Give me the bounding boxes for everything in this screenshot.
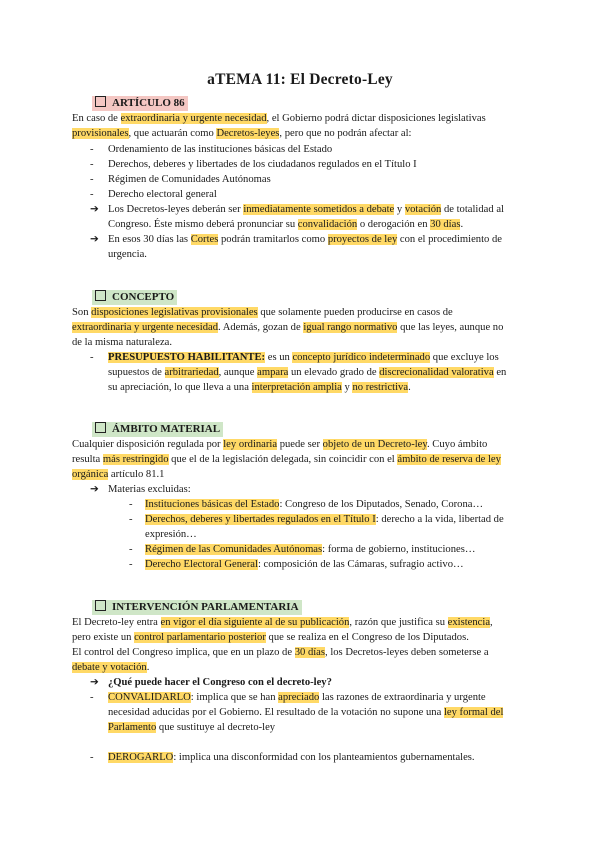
section-heading-concepto [92,290,177,305]
text: . Además, gozan de [218,322,304,333]
paragraph-line [72,320,532,335]
text: es un [265,352,293,363]
text: necesidad aducidas por el Gobierno. El resultado de la votación no supone una [108,707,444,718]
bullet-dash: - [90,159,94,170]
text: : implica una disconformidad con los planteamientos gubernamentales. [173,752,475,763]
highlight: control parlamentario posterior [134,632,266,643]
highlight: igual rango normativo [303,322,398,333]
sub-list-item [129,557,525,572]
section-heading-text: ÁMBITO MATERIAL [112,423,221,435]
text: con el procedimiento de [397,234,502,245]
list-item [90,142,528,157]
section-heading-text: CONCEPTO [112,291,175,303]
arrow-icon: ➔ [90,204,99,215]
section-heading-ambito-material [92,422,223,437]
list-item-text: Derechos, deberes y libertades de los ciudadanos regulados en el Título I [108,159,417,170]
highlight: ámbito de reserva de ley [397,454,501,465]
text: podrán tramitarlos como [218,234,328,245]
list-item [90,750,528,765]
text: que las leyes, aunque no [397,322,504,333]
bullet-dash: - [90,692,94,703]
arrow-icon: ➔ [90,234,99,245]
arrow-item-line [108,217,528,232]
list-item [90,157,528,172]
text: . [146,662,150,673]
text: las razones de extraordinaria y urgente [319,692,486,703]
checkbox-icon[interactable] [95,422,106,433]
bullet-dash: - [90,352,94,363]
highlight: arbitrariedad [164,367,219,378]
text: El control del Congreso implica, que en un plazo de [72,647,295,658]
text: artículo 81.1 [108,469,165,480]
bullet-dash: - [90,189,94,200]
section-heading-text: ARTÍCULO 86 [112,97,185,109]
highlight: Derechos, deberes y libertades regulados en el Título I [145,514,376,525]
text: pero existe un [72,632,135,643]
text: que excluye los [430,352,499,363]
highlight: disposiciones legislativas provisionales [91,307,258,318]
highlight: Instituciones básicas del Estado [145,499,280,510]
highlight: en vigor el día siguiente al de su publicación [160,617,350,628]
bullet-dash: - [129,514,133,525]
text: , [490,617,493,628]
paragraph [72,305,532,320]
paragraph-line [72,630,532,645]
highlight: discrecionalidad valorativa [379,367,494,378]
highlight: votación [404,204,442,215]
text: ¿Qué puede hacer el Congreso con el decreto-ley? [108,677,332,688]
arrow-item-line [108,247,528,262]
bullet-dash: - [90,174,94,185]
text: que solamente pueden producirse en casos de [257,307,453,318]
text: supuestos de [108,367,165,378]
arrow-icon: ➔ [90,484,99,495]
text: un elevado grado de [288,367,380,378]
text: de totalidad al [441,204,504,215]
list-item-text: Ordenamiento de las instituciones básicas del Estado [108,144,333,155]
list-item-line [108,365,528,380]
arrow-item [90,675,528,690]
text: y [341,382,353,393]
paragraph-line [72,126,532,141]
section-heading-intervencion-parlamentaria [92,600,302,615]
text: , pero que no podrán afectar al: [279,128,412,139]
text: : composición de las Cámaras, sufragio activo… [257,559,464,570]
paragraph-line [72,660,532,675]
text: Cualquier disposición regulada por [72,439,224,450]
text: resulta [72,454,103,465]
text: en [493,367,507,378]
sub-list-item-line [145,527,525,542]
list-item-line [108,705,528,720]
highlight: debate y votación [72,662,147,673]
highlight: no restrictiva [352,382,409,393]
highlight: existencia [447,617,491,628]
highlight: ampara [257,367,289,378]
list-item-text: Derecho electoral general [108,189,217,200]
highlight: ley ordinaria [223,439,278,450]
list-item [90,690,528,705]
section-heading-text: INTERVENCIÓN PARLAMENTARIA [112,601,299,613]
text: , que actuarán como [128,128,217,139]
text: urgencia. [108,249,147,260]
highlight: concepto jurídico indeterminado [292,352,431,363]
checkbox-icon[interactable] [95,96,106,107]
text: Materias excluidas: [108,484,191,495]
highlight: provisionales [72,128,129,139]
bullet-dash: - [129,559,133,570]
highlight: Derecho Electoral General [145,559,258,570]
list-item-line [108,380,528,395]
list-item-text: Régimen de Comunidades Autónomas [108,174,271,185]
paragraph [72,615,532,630]
paragraph-line [72,452,532,467]
highlight: proyectos de ley [327,234,398,245]
sub-list-item [129,512,525,527]
highlight: CONVALIDARLO [108,692,191,703]
text: . Cuyo ámbito [426,439,488,450]
text: que el de la legislación delegada, sin coincidir con el [168,454,398,465]
highlight: 30 días [294,647,326,658]
text: . [460,219,464,230]
highlight: 30 días [430,219,461,230]
bullet-dash: - [129,499,133,510]
highlight: más restringido [102,454,169,465]
text: Los Decretos-leyes deberán ser [108,204,244,215]
highlight: interpretación amplia [251,382,342,393]
bullet-dash: - [129,544,133,555]
text: , razón que justifica su [349,617,448,628]
paragraph [72,111,532,126]
section-heading-articulo-86 [92,96,188,111]
paragraph-line [72,467,532,482]
bullet-dash: - [90,752,94,763]
arrow-item [90,232,528,247]
document-title: aTEMA 11: El Decreto-Ley [207,71,393,88]
highlight: PRESUPUESTO HABILITANTE: [108,352,266,363]
highlight: DEROGARLO [108,752,174,763]
paragraph-line [72,335,532,350]
text: . [408,382,411,393]
paragraph [72,645,532,660]
highlight: extraordinaria y urgente necesidad [72,322,218,333]
text: que sustituye al decreto-ley [156,722,276,733]
text: de la misma naturaleza. [72,337,173,348]
list-item [90,350,528,365]
arrow-item [90,202,528,217]
highlight: ley formal del [443,707,504,718]
text: : forma de gobierno, instituciones… [322,544,476,555]
text: : Congreso de los Diputados, Senado, Corona… [279,499,484,510]
text: su apreciación, lo que lleva a una [108,382,252,393]
highlight: Decretos-leyes [216,128,280,139]
bullet-dash: - [90,144,94,155]
list-item [90,187,528,202]
text: o derogación en [357,219,431,230]
text: , el Gobierno podrá dictar disposiciones legislativas [266,113,486,124]
text: puede ser [277,439,323,450]
checkbox-icon[interactable] [95,600,106,611]
text: que se realiza en el Congreso de los Diputados. [265,632,469,643]
text: y [394,204,405,215]
highlight: Régimen de las Comunidades Autónomas [145,544,323,555]
arrow-item [90,482,528,497]
arrow-icon: ➔ [90,677,99,688]
text: En esos 30 días las [108,234,191,245]
list-item [90,172,528,187]
text: expresión… [145,529,197,540]
text: , aunque [218,367,258,378]
sub-list-item [129,497,525,512]
list-item-line [108,720,528,735]
text: , los Decretos-leyes deben someterse a [325,647,489,658]
text: En caso de [72,113,121,124]
sub-list-item [129,542,525,557]
highlight: objeto de un Decreto-ley [322,439,427,450]
text: El Decreto-ley entra [72,617,161,628]
highlight: inmediatamente sometidos a debate [243,204,395,215]
text: : derecho a la vida, libertad de [375,514,504,525]
text: Son [72,307,92,318]
highlight: convalidación [297,219,358,230]
highlight: extraordinaria y urgente necesidad [120,113,267,124]
highlight: apreciado [278,692,320,703]
highlight: Parlamento [108,722,157,733]
text: : implica que se han [190,692,279,703]
text: Congreso. Éste mismo deberá pronunciar su [108,219,298,230]
highlight: orgánica [72,469,109,480]
checkbox-icon[interactable] [95,290,106,301]
highlight: Cortes [190,234,219,245]
paragraph [72,437,532,452]
